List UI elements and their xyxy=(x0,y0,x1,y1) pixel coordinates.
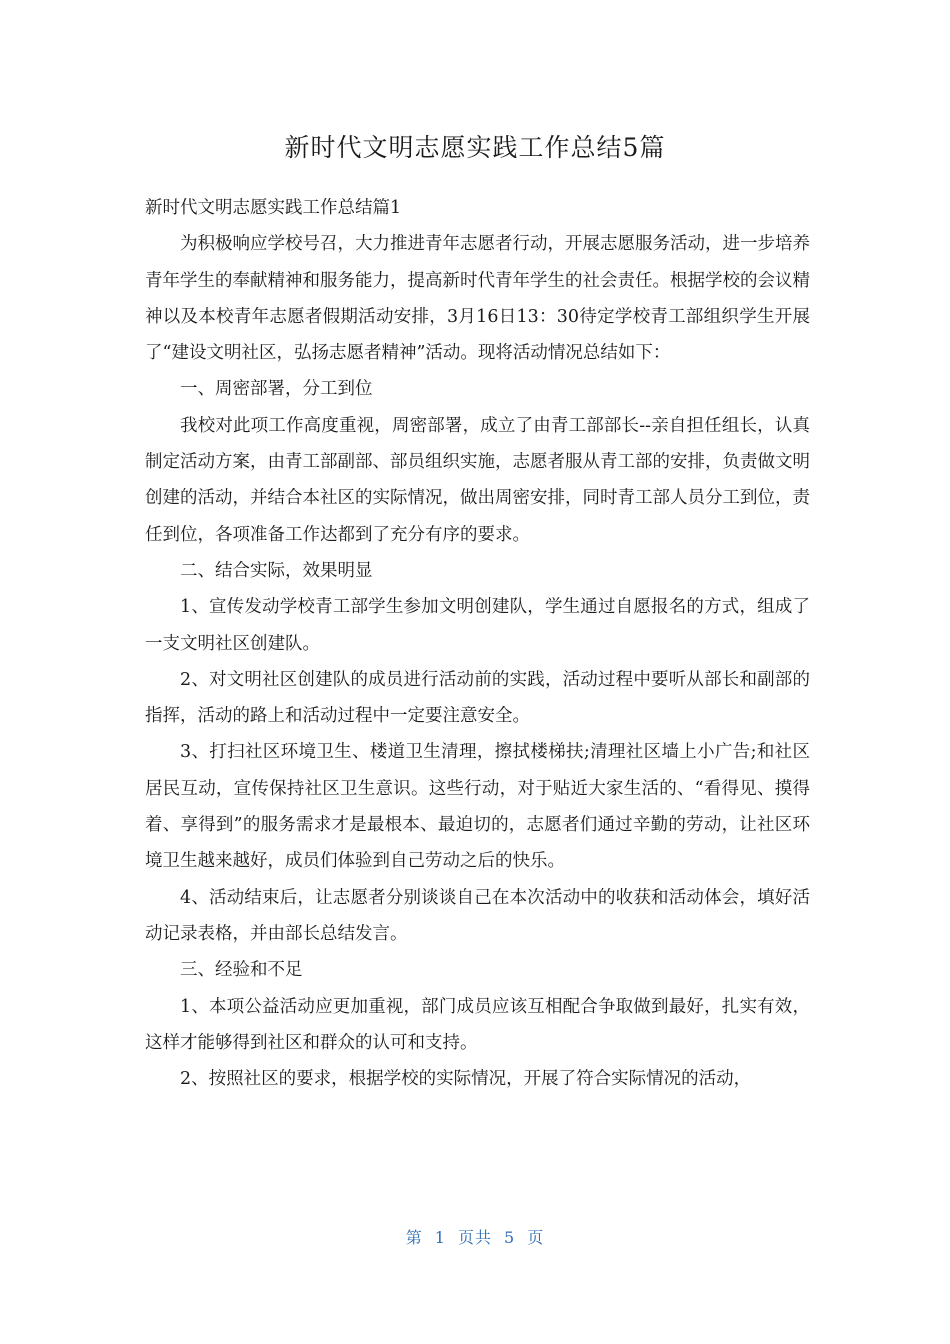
section-heading: 二、结合实际，效果明显 xyxy=(180,560,373,581)
paragraph: 2、按照社区的要求，根据学校的实际情况，开展了符合实际情况的活动， xyxy=(180,1069,752,1090)
section-heading: 三、经验和不足 xyxy=(180,960,303,981)
paragraph: 1、本项公益活动应更加重视，部门成员应该互相配合争取做到最好，扎实有效，这样才能够得到社区和群众的认可和支持。 xyxy=(145,996,810,1053)
section-subtitle: 新时代文明志愿实践工作总结篇1 xyxy=(145,198,402,218)
page-label: 第 xyxy=(405,1228,423,1247)
paragraph: 为积极响应学校号召，大力推进青年志愿者行动，开展志愿服务活动，进一步培养青年学生的奉献精神和服务能力，提高新时代青年学生的社会责任。根据学校的会议精神以及本校青年志愿者假期活动安排，3月16日13：30待定学校青工部组织学生开展了“建设文明社区，弘扬志愿者精神”活动。现将活动情况总结如下： xyxy=(145,234,810,364)
paragraph: 1、宣传发动学校青工部学生参加文明创建队，学生通过自愿报名的方式，组成了一支文明社区创建队。 xyxy=(145,597,810,654)
page-suffix: 页 xyxy=(527,1228,545,1247)
section-heading: 一、周密部署，分工到位 xyxy=(180,379,373,400)
page-number: 1 xyxy=(434,1228,446,1247)
document-title: 新时代文明志愿实践工作总结5篇 xyxy=(284,133,666,162)
total-pages: 5 xyxy=(504,1228,516,1247)
page-footer xyxy=(0,1226,950,1250)
paragraph: 3、打扫社区环境卫生、楼道卫生清理，擦拭楼梯扶;清理社区墙上小广告;和社区居民互动，宣传保持社区卫生意识。这些行动，对于贴近大家生活的、“看得见、摸得着、享得到”的服务需求才是最根本、最迫切的，志愿者们通过辛勤的劳动，让社区环境卫生越来越好，成员们体验到自己劳动之后的快乐。 xyxy=(145,742,810,872)
paragraph: 我校对此项工作高度重视，周密部署，成立了由青工部部长--亲自担任组长，认真制定活动方案，由青工部副部、部员组织实施，志愿者服从青工部的安排，负责做文明创建的活动，并结合本社区的实际情况，做出周密安排，同时青工部人员分工到位，责任到位，各项准备工作达都到了充分有序的要求。 xyxy=(145,415,810,545)
paragraph: 4、活动结束后，让志愿者分别谈谈自己在本次活动中的收获和活动体会，填好活动记录表格，并由部长总结发言。 xyxy=(145,887,810,944)
of-label: 页共 xyxy=(457,1228,492,1247)
paragraph: 2、对文明社区创建队的成员进行活动前的实践，活动过程中要听从部长和副部的指挥，活动的路上和活动过程中一定要注意安全。 xyxy=(145,669,810,727)
document-body xyxy=(145,190,810,1097)
